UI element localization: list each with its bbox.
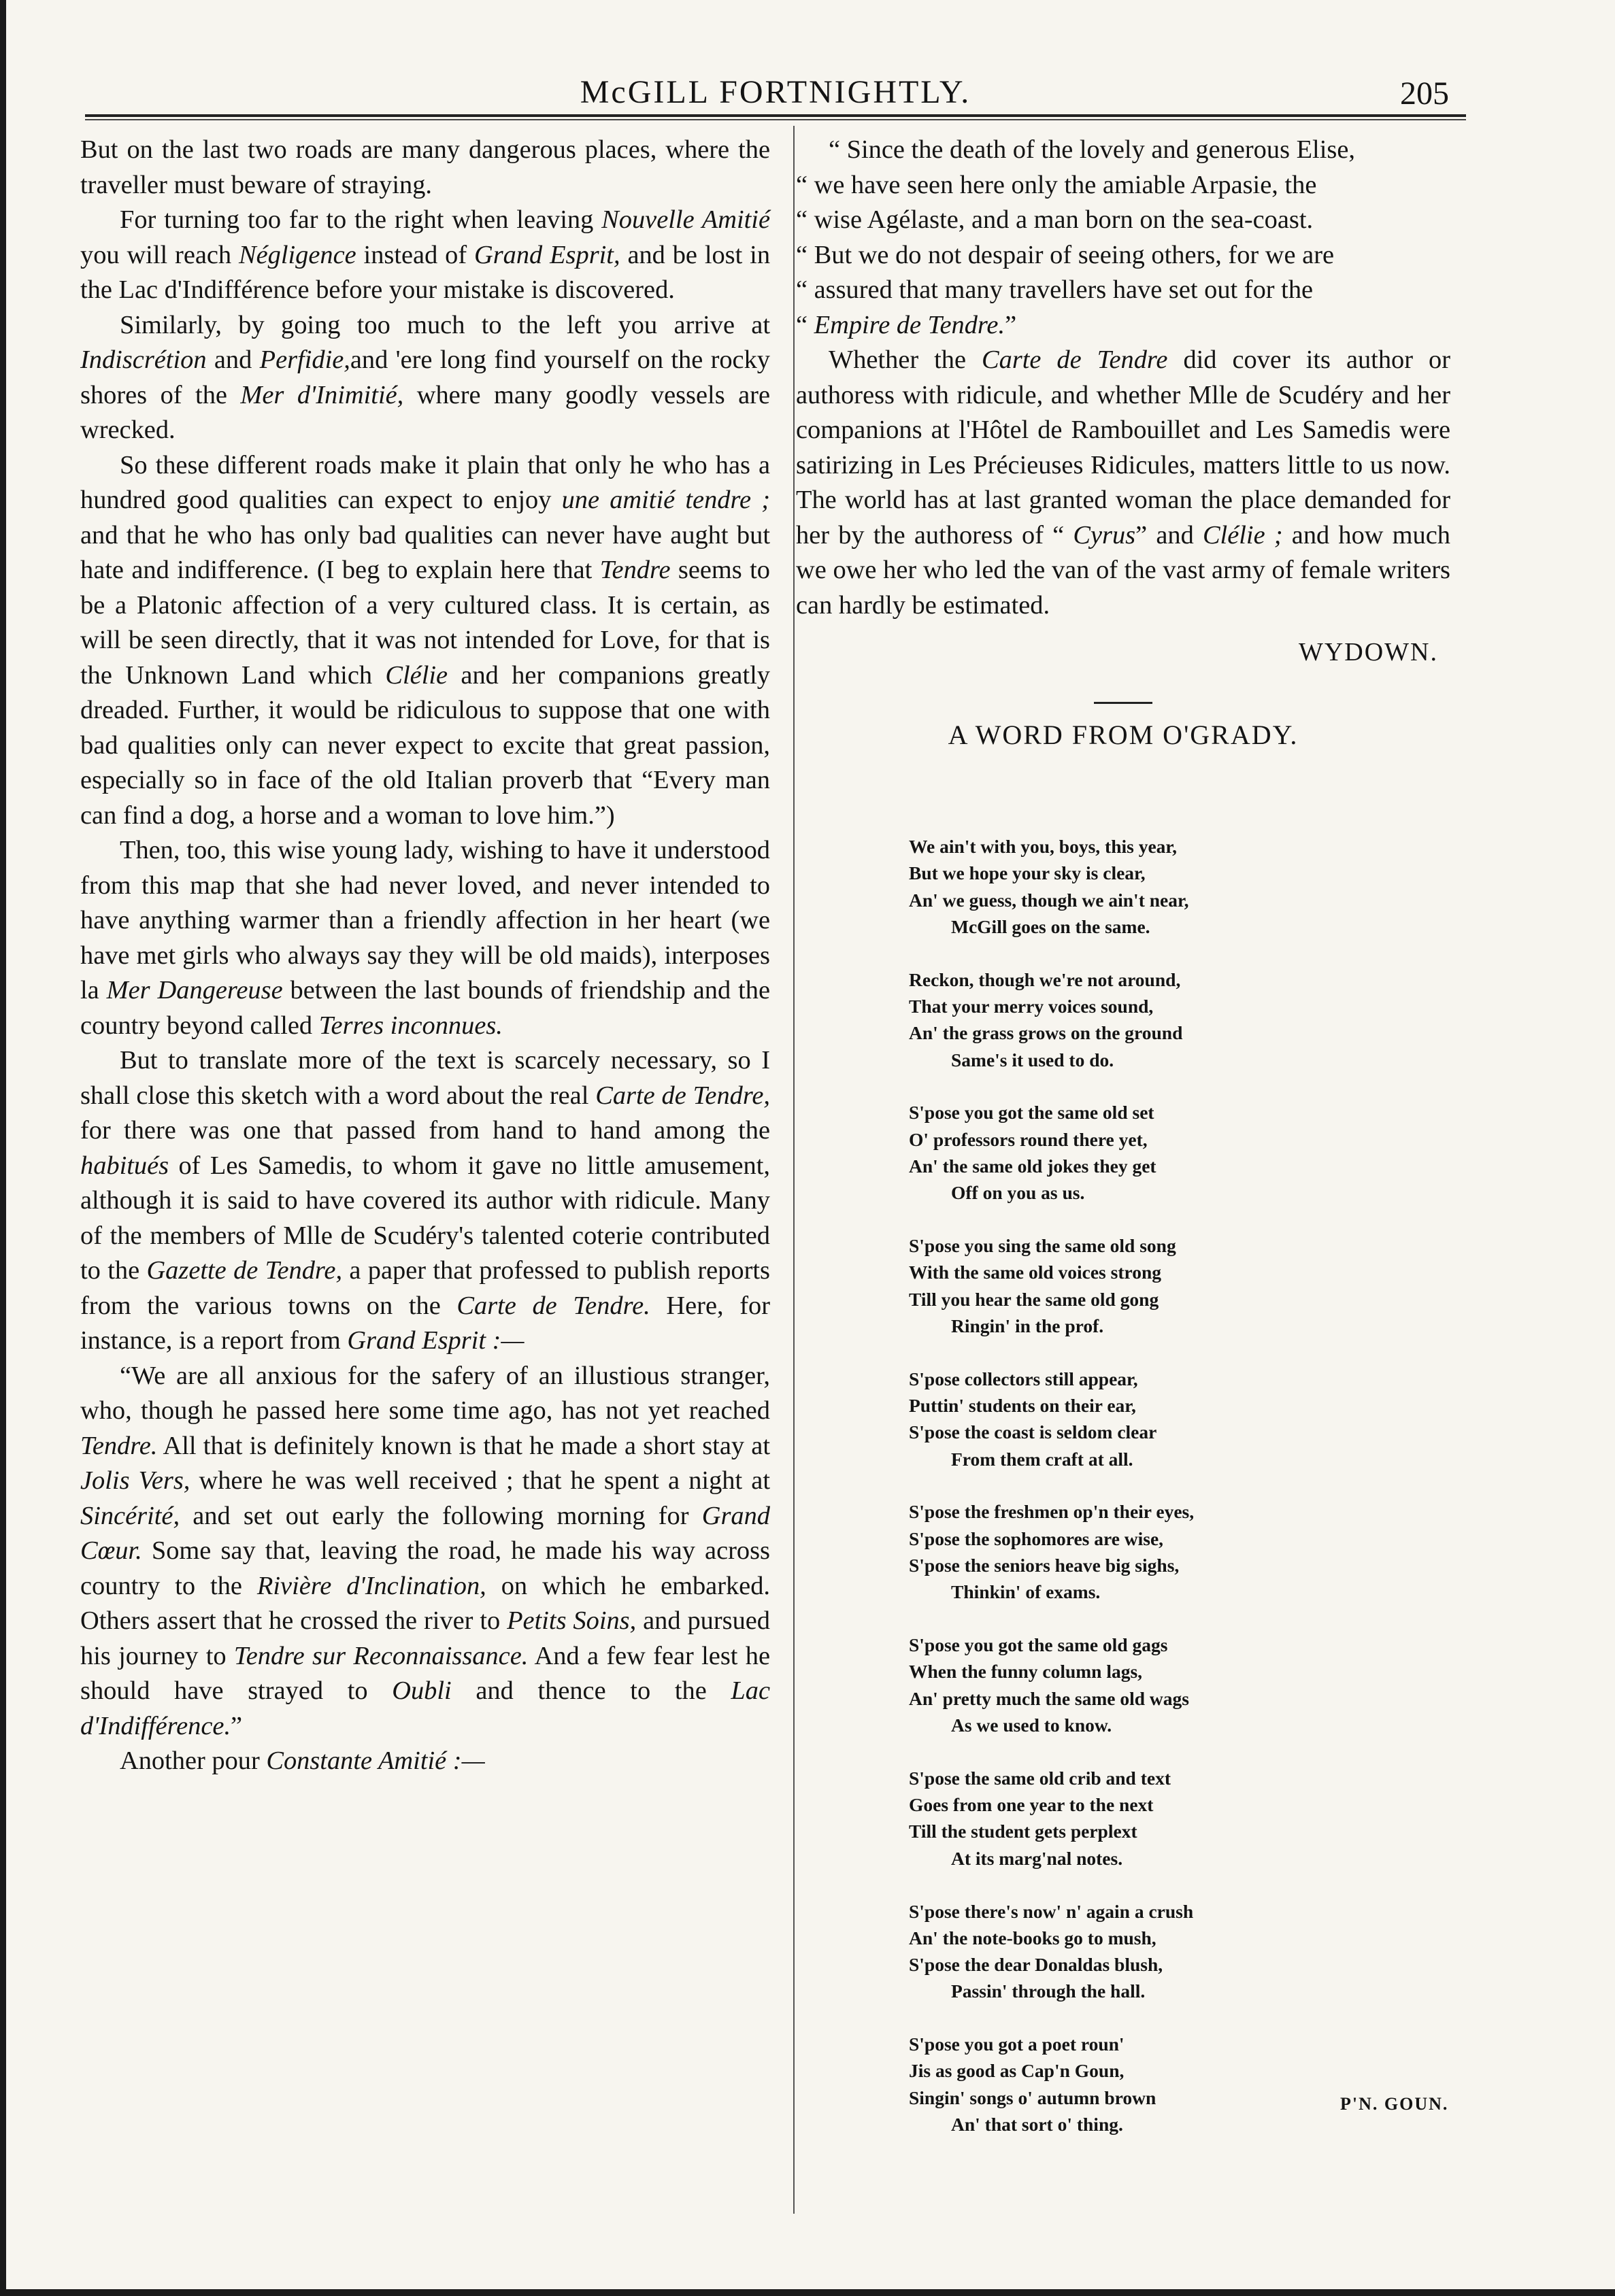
poem-stanza — [909, 1765, 1385, 1872]
column-divider — [793, 126, 795, 2214]
poem-line: S'pose you got the same old gags — [909, 1634, 1168, 1656]
quote-line: “ we have seen here only the amiable Arpasie, the — [796, 170, 1317, 199]
poem-line: Ringin' in the prof. — [951, 1315, 1104, 1336]
poem-line: Off on you as us. — [951, 1182, 1085, 1204]
poem-line: Till the student gets perplext — [909, 1821, 1137, 1842]
page-edge-left — [0, 0, 6, 2296]
poem-line: But we hope your sky is clear, — [909, 862, 1146, 884]
poem-line: Till you hear the same old gong — [909, 1288, 1159, 1310]
article-signature: WYDOWN. — [1298, 638, 1438, 666]
poem-stanza — [909, 1232, 1385, 1339]
poem-line: As we used to know. — [951, 1715, 1112, 1736]
poem-line: Thinkin' of exams. — [951, 1581, 1101, 1603]
poem-line: That your merry voices sound, — [909, 995, 1154, 1017]
poem-line: S'pose you got a poet roun' — [909, 2033, 1125, 2055]
section-divider — [1094, 702, 1152, 704]
poem-line: S'pose the seniors heave big sighs, — [909, 1555, 1180, 1576]
poem-line: Goes from one year to the next — [909, 1794, 1154, 1816]
poem-line: An' we guess, though we ain't near, — [909, 889, 1189, 911]
poem-author: P'N. GOUN. — [1340, 2094, 1449, 2114]
quote-line: “ Since the death of the lovely and generous Elise, — [829, 135, 1355, 164]
quote-line: “ But we do not despair of seeing others, for we are — [796, 240, 1335, 269]
poem-line: An' pretty much the same old wags — [909, 1687, 1189, 1709]
quote-line: “ wise Agélaste, and a man born on the sea-coast. — [796, 205, 1314, 234]
poem-title: A WORD FROM O'GRADY. — [948, 719, 1299, 750]
poem-stanza — [909, 1632, 1385, 1738]
poem-line: An' the note-books go to mush, — [909, 1927, 1156, 1948]
paragraph: For turning too far to the right when leaving Nouvelle Amitié you will reach Négligence instead of Grand Esprit, and be lost in the Lac d'Indifférence before your mistake is discovered. — [80, 205, 771, 304]
quoted-report: “We are all anxious for the safery of an illustious stranger, who, though he passed here some time ago, has not yet reached Tendre. All that is definitely known is that he made a short stay at Jolis Vers, where he was well received ; that he spent a night at Sincérité, and set out early the following morning for Grand Cœur. Some say that, leaving the road, he made his way across country to the Rivière d'Inclination, on which he embarked. Others assert that he crossed the river to Petits Soins, and pursued his journey to Tendre sur Reconnaissance. And a few fear lest he should have strayed to Oubli and thence to the Lac d'Indifférence.” — [80, 1361, 771, 1740]
poem-stanza — [909, 1366, 1385, 1472]
poem-body — [909, 833, 1385, 2164]
poem-line: S'pose the freshmen op'n their eyes, — [909, 1501, 1195, 1523]
poem-stanza — [909, 2031, 1385, 2138]
poem-line: An' the grass grows on the ground — [909, 1022, 1183, 1044]
poem-line: S'pose the same old crib and text — [909, 1767, 1171, 1789]
paragraph: Whether the Carte de Tendre did cover its author or authoress with ridicule, and whether Mlle de Scudéry and her companions at l'Hôtel de Rambouillet and Les Samedis were satirizing in Les Précieuses Ridicules, matters little to us now. The world has at last granted woman the place demanded for her by the authoress of “ Cyrus” and Clélie ; and how much we owe her who led the van of the vast army of female writers can hardly be estimated. — [796, 345, 1450, 620]
poem-line: When the funny column lags, — [909, 1661, 1143, 1683]
poem-line: We ain't with you, boys, this year, — [909, 836, 1177, 857]
poem-line: Passin' through the hall. — [951, 1980, 1146, 2002]
header-rule — [85, 114, 1466, 120]
quote-line: “ assured that many travellers have set out for the — [796, 275, 1314, 304]
poem-line: S'pose the sophomores are wise, — [909, 1527, 1164, 1549]
paragraph: Another pour Constante Amitié :— — [120, 1746, 485, 1775]
page-edge-bottom — [0, 2289, 1615, 2296]
paragraph: But on the last two roads are many dangerous places, where the traveller must beware of straying. — [80, 135, 770, 199]
paragraph: But to translate more of the text is scarcely necessary, so I shall close this sketch with a word about the real Carte de Tendre, for there was one that passed from hand to hand among the habitués of Les Samedis, to whom it gave no little amusement, although it is said to have covered its author with ridicule. Many of the members of Mlle de Scudéry's talented coterie contributed to the Gazette de Tendre, a paper that professed to publish reports from the various towns on the Carte de Tendre. Here, for instance, is a report from Grand Esprit :— — [80, 1046, 770, 1355]
poem-line: With the same old voices strong — [909, 1262, 1161, 1283]
poem-line: Jis as good as Cap'n Goun, — [909, 2060, 1125, 2082]
poem-line: S'pose you sing the same old song — [909, 1235, 1176, 1257]
paragraph: Then, too, this wise young lady, wishing to have it understood from this map that she had never loved, and never intended to have anything warmer than a friendly affection in her heart (we have met girls who always say they will be old maids), interposes la Mer Dangereuse between the last bounds of friendship and the country beyond called Terres inconnues. — [80, 836, 770, 1040]
quote-line: “ Empire de Tendre.” — [796, 310, 1017, 339]
masthead-title: McGILL FORTNIGHTLY. — [580, 74, 971, 110]
poem-line: Singin' songs o' autumn brown — [909, 2087, 1156, 2108]
poem-line: S'pose the dear Donaldas blush, — [909, 1954, 1163, 1976]
poem-stanza — [909, 833, 1385, 940]
poem-stanza — [909, 1498, 1385, 1605]
poem-line: S'pose you got the same old set — [909, 1102, 1154, 1124]
poem-line: An' that sort o' thing. — [951, 2114, 1123, 2135]
paragraph: Similarly, by going too much to the left you arrive at Indiscrétion and Perfidie,and 'ere long find yourself on the rocky shores of the Mer d'Inimitié, where many goodly vessels are wrecked. — [80, 310, 770, 444]
left-column — [80, 133, 770, 1779]
poem-line: Reckon, though we're not around, — [909, 968, 1181, 990]
poem-line: McGill goes on the same. — [951, 915, 1150, 937]
poem-line: Puttin' students on their ear, — [909, 1395, 1136, 1417]
right-column — [796, 133, 1450, 777]
poem-stanza — [909, 1099, 1385, 1206]
poem-line: From them craft at all. — [951, 1448, 1133, 1470]
poem-stanza — [909, 1898, 1385, 2005]
poem-line: S'pose collectors still appear, — [909, 1368, 1138, 1389]
page-number: 205 — [1400, 75, 1449, 112]
poem-line: O' professors round there yet, — [909, 1128, 1148, 1150]
paragraph: So these different roads make it plain that only he who has a hundred good qualities can expect to enjoy une amitié tendre ; and that he who has only bad qualities can never have aught but hate and indifference. (I beg to explain here that Tendre seems to be a Platonic affection of a very cultured class. It is certain, as will be seen directly, that it was not intended for Love, for that is the Unknown Land which Clélie and her companions greatly dreaded. Further, it would be ridiculous to suppose that one with bad qualities only can never expect to excite that great passion, especially so in face of the old Italian proverb that “Every man can find a dog, a horse and a woman to love him.”) — [80, 450, 770, 830]
poem-line: Same's it used to do. — [951, 1049, 1114, 1070]
poem-line: S'pose there's now' n' again a crush — [909, 1900, 1194, 1922]
poem-line: An' the same old jokes they get — [909, 1155, 1156, 1177]
poem-line: At its marg'nal notes. — [951, 1847, 1123, 1869]
poem-line: S'pose the coast is seldom clear — [909, 1421, 1157, 1443]
poem-stanza — [909, 966, 1385, 1073]
